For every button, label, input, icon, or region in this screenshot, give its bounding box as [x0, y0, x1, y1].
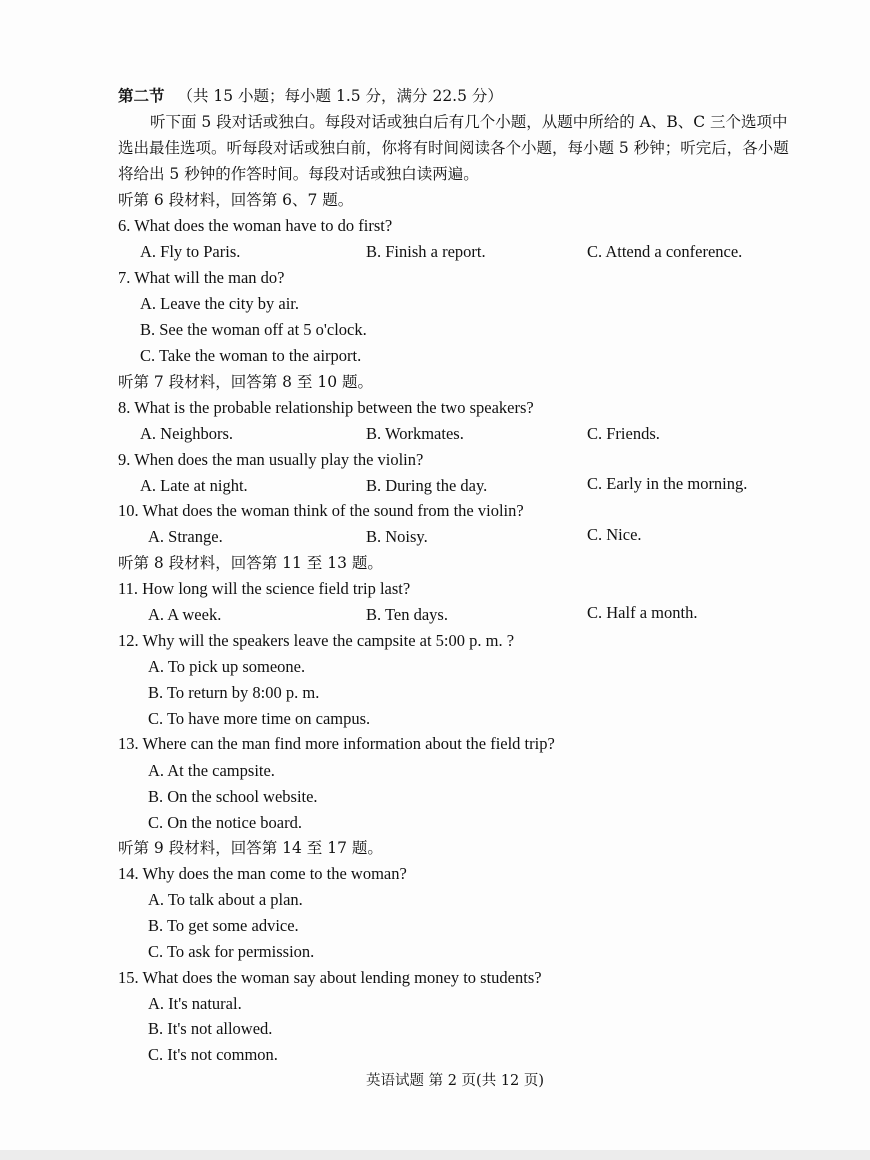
question-9-option-b: B. During the day.	[366, 476, 488, 495]
question-7-option-c: C. Take the woman to the airport.	[140, 346, 362, 365]
question-8-option-c: C. Friends.	[587, 424, 660, 443]
section-header	[118, 86, 503, 106]
question-9-option-a: A. Late at night.	[140, 476, 248, 495]
question-7-stem: 7. What will the man do?	[118, 268, 285, 287]
question-14-option-a: A. To talk about a plan.	[148, 890, 303, 909]
question-15-option-c: C. It's not common.	[148, 1045, 278, 1064]
scan-edge-divider	[0, 1150, 870, 1160]
question-9-option-c: C. Early in the morning.	[587, 474, 748, 493]
question-13-option-c: C. On the notice board.	[148, 813, 302, 832]
question-8-option-b: B. Workmates.	[366, 424, 464, 443]
question-11-option-c: C. Half a month.	[587, 603, 698, 622]
group-heading-6: 听第 6 段材料，回答第 6、7 题。	[118, 191, 354, 209]
question-12-stem: 12. Why will the speakers leave the campsite at 5:00 p. m. ?	[118, 631, 515, 650]
question-8-option-a: A. Neighbors.	[140, 424, 234, 443]
question-9-stem: 9. When does the man usually play the violin?	[118, 450, 424, 469]
question-11-option-b: B. Ten days.	[366, 605, 448, 624]
group-heading-8: 听第 8 段材料，回答第 11 至 13 题。	[118, 554, 383, 572]
question-13-option-b: B. On the school website.	[148, 787, 318, 806]
question-14-option-b: B. To get some advice.	[148, 916, 299, 935]
question-13-option-a: A. At the campsite.	[148, 761, 275, 780]
question-15-option-a: A. It's natural.	[148, 994, 242, 1013]
question-6-option-c: C. Attend a conference.	[587, 242, 743, 261]
instruction-line-2: 选出最佳选项。听每段对话或独白前，你将有时间阅读各个小题，每小题 5 秒钟；听完后，各小题	[118, 139, 789, 157]
question-12-option-b: B. To return by 8:00 p. m.	[148, 683, 320, 702]
question-12-option-a: A. To pick up someone.	[148, 657, 306, 676]
question-8-stem: 8. What is the probable relationship between the two speakers?	[118, 398, 534, 417]
question-10-stem: 10. What does the woman think of the sound from the violin?	[118, 501, 524, 520]
question-14-stem: 14. Why does the man come to the woman?	[118, 864, 407, 883]
question-6-stem: 6. What does the woman have to do first?	[118, 216, 393, 235]
section-title: 第二节	[118, 86, 165, 105]
group-heading-9: 听第 9 段材料，回答第 14 至 17 题。	[118, 839, 383, 857]
question-7-option-b: B. See the woman off at 5 o'clock.	[140, 320, 367, 339]
question-11-stem: 11. How long will the science field trip last?	[118, 579, 411, 598]
question-15-stem: 15. What does the woman say about lending money to students?	[118, 968, 542, 987]
question-11-option-a: A. A week.	[148, 605, 222, 624]
question-7-option-a: A. Leave the city by air.	[140, 294, 299, 313]
question-10-option-a: A. Strange.	[148, 527, 223, 546]
question-14-option-c: C. To ask for permission.	[148, 942, 315, 961]
instruction-line-3: 将给出 5 秒钟的作答时间。每段对话或独白读两遍。	[118, 165, 479, 183]
question-10-option-c: C. Nice.	[587, 525, 642, 544]
instruction-line-1: 听下面 5 段对话或独白。每段对话或独白后有几个小题，从题中所给的 A、B、C 三个选项中	[150, 113, 788, 131]
question-6-option-b: B. Finish a report.	[366, 242, 486, 261]
question-13-stem: 13. Where can the man find more information about the field trip?	[118, 734, 555, 753]
question-15-option-b: B. It's not allowed.	[148, 1019, 273, 1038]
question-6-option-a: A. Fly to Paris.	[140, 242, 241, 261]
page-footer: 英语试题 第 2 页(共 12 页)	[366, 1073, 545, 1089]
group-heading-7: 听第 7 段材料，回答第 8 至 10 题。	[118, 373, 374, 391]
question-10-option-b: B. Noisy.	[366, 527, 428, 546]
section-note: （共 15 小题；每小题 1.5 分，满分 22.5 分）	[177, 87, 503, 105]
question-12-option-c: C. To have more time on campus.	[148, 709, 371, 728]
